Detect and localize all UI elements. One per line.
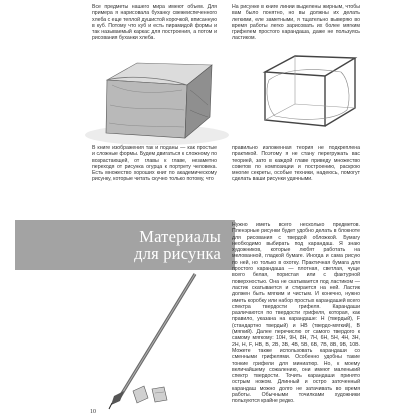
- theory-paragraph: правильно изложенная теория не подкреплена практикой. Поэтому я не стану перегружать вас теорией, зато в каждой главе приведу множество советов по композиции и построению, раскрою многие секреты, особые техники, надеюсь, помогут сделать ваши рисунки удачными.: [232, 145, 360, 183]
- eraser-drawing: [130, 383, 170, 405]
- intro-paragraph: Все предметы нашего мира имеют объем. Для примера я нарисовала буханку свежеиспеченного хлеба с еще теплой душистой корочкой, впиcанную в куб. Потому что куб и есть пирамидой формы и так называемый каркас для построения, а потом и рисования буханки хлеба.: [92, 4, 217, 42]
- section-title-line-1: Материалы: [139, 227, 221, 246]
- materials-text: Нужно иметь всего несколько предметов. Пленэрные рисунки будет удобно делать в блокноте для рисования с твердой обложкой. Бумагу необходимо выбирать под карандаш. Я знаю художников, которые любят работать на мелованной, гладкой бумаге. Иногда и сама рисую по ней, но только в охотку. Практичная бумага для простого карандаша — плотная, светлая, чуще всего белая, пористая или с фактурной поверхностью. Она не скатывается под ластиком — ластик скатывается и стирается на ней. Ластик должен быть мягким и чистым. И конечно, нужно иметь коробку или набор простых карандашей всего спектра твердости грифеля. Карандаши различаются по твердости грифеля, которая, как правило, указана на карандаше: Н (твердый), F (стандартно твердый) и НВ (твердо-мягкий), В (мягкий). Далее перечислю от самого твердого к самому мягкому: 10Н, 9Н, 8Н, 7Н, 6Н, 5Н, 4Н, 3Н, 2Н, Н, F, НВ, В, 2В, 3В, 4В, 5В, 6В, 7В, 8В, 9В, 10В. Можете также использовать карандаши со сменными грифелями. Особенно удобны такие тонкие грифели для миниатюр. Но, к моему величайшему сожалению, они имеют маленький спектр твердости. Точить карандаши принято острым ножом. Длинный и остро заточенный карандаш можно долго не затачивать во время работы. Обычными точилками художники пользуются крайне редко.: [232, 222, 360, 405]
- section-title: [134, 228, 221, 262]
- cube-wireframe-drawing: [245, 50, 365, 135]
- book-approach-paragraph: В книге изображения так и поданы — как простые и сложные формы. Будем двигаться к сложному по возрастающей, от главы к главе, незаметно переходя от рисунка огурца к портрету человека. Есть множество хороших книг по академическому рисунку, которые читать скучно только потому, что: [92, 145, 217, 183]
- section-header-banner: [15, 220, 235, 270]
- page-number: 10: [90, 409, 96, 415]
- bread-in-cube-drawing: [82, 55, 232, 150]
- section-title-line-2: для рисунка: [134, 244, 221, 263]
- line-advice-paragraph: На рисунке в книге линии выделены жирным, чтобы вам было понятно, но вы должны их делать легкими, еле заметными, я тщательно выверяю во время работы легко зарисовать их более мягким грифелем простого карандаша, даже не пользуясь ластиком.: [232, 4, 360, 42]
